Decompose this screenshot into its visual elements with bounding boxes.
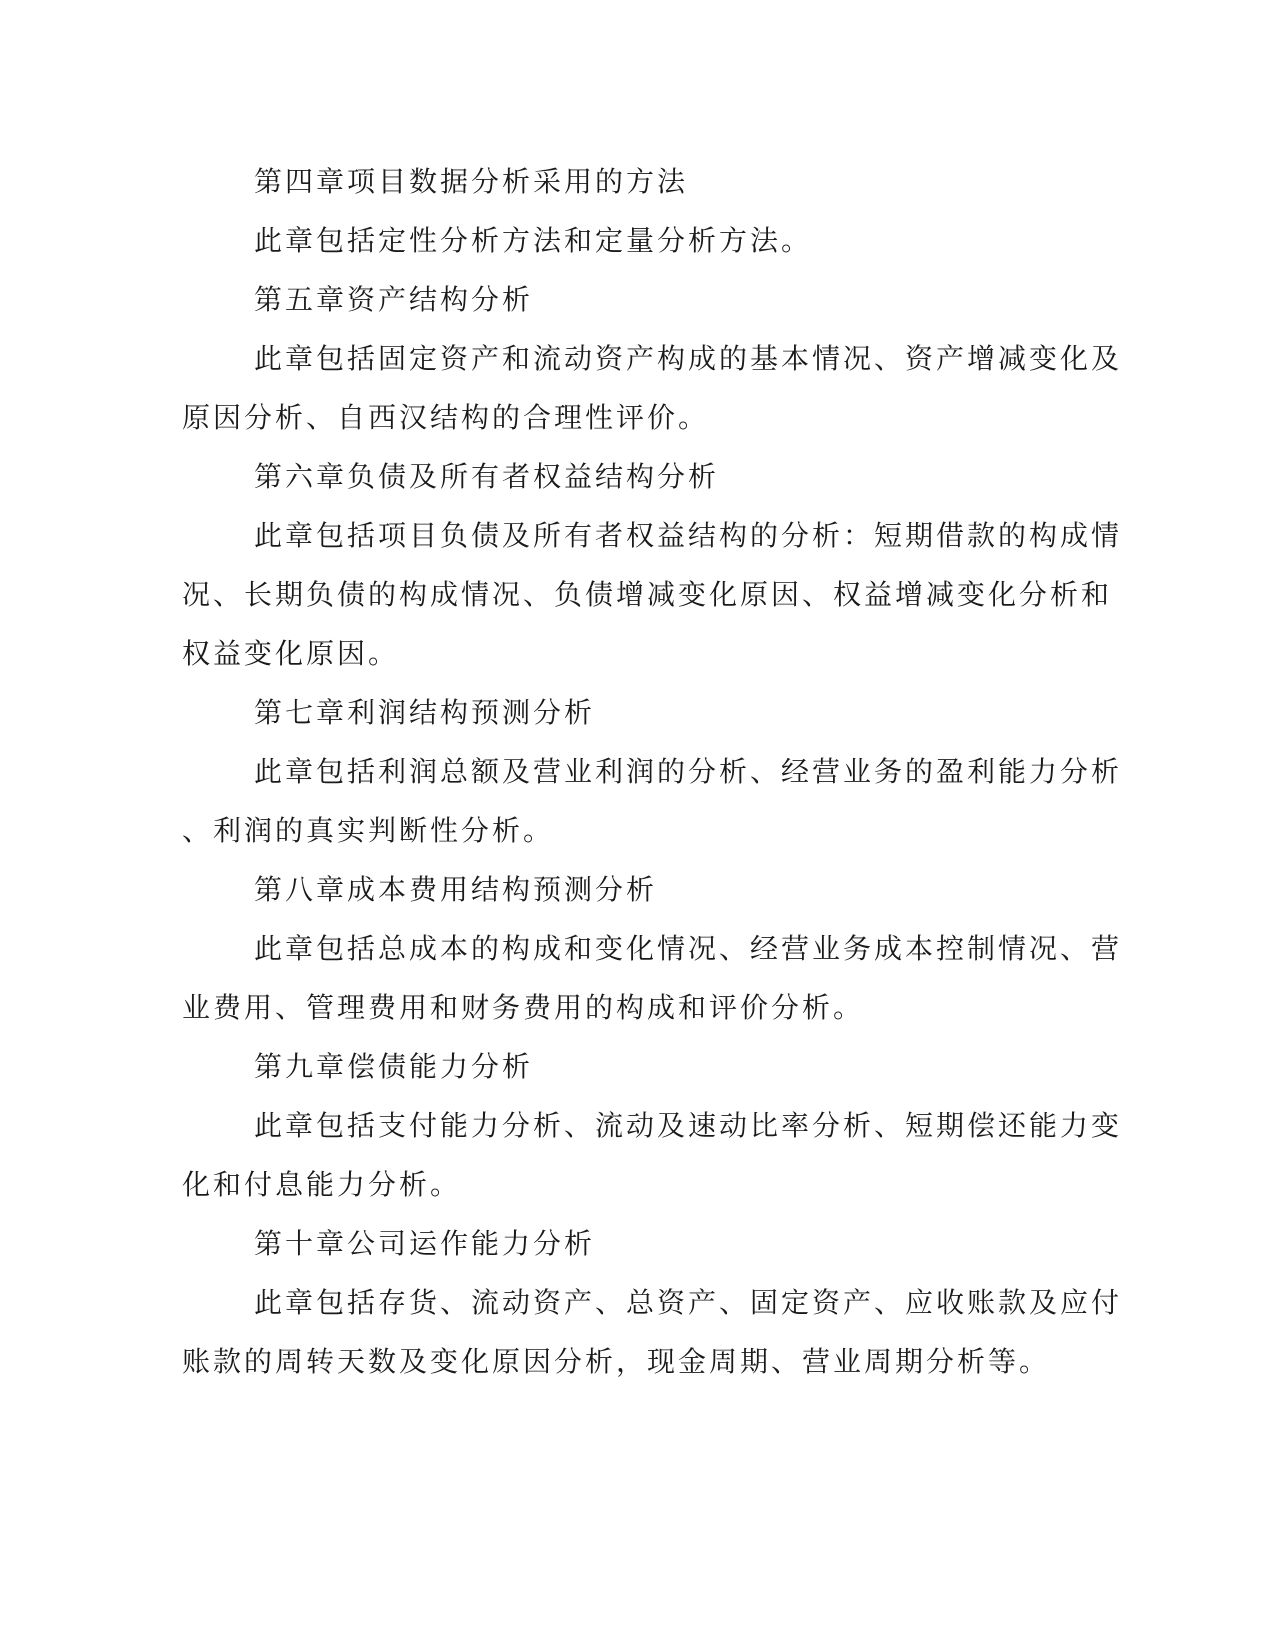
chapter-8-text-line-1: 此章包括总成本的构成和变化情况、经营业务成本控制情况、营 — [254, 932, 1123, 965]
chapter-5-text-line-1: 此章包括固定资产和流动资产构成的基本情况、资产增减变化及 — [254, 342, 1123, 375]
chapter-8-text-line-2: 业费用、管理费用和财务费用的构成和评价分析。 — [182, 991, 865, 1024]
chapter-7-text-line-1: 此章包括利润总额及营业利润的分析、经营业务的盈利能力分析 — [254, 755, 1123, 788]
chapter-9-heading: 第九章偿债能力分析 — [254, 1050, 534, 1083]
chapter-6-heading: 第六章负债及所有者权益结构分析 — [254, 460, 720, 493]
chapter-6-text-line-1: 此章包括项目负债及所有者权益结构的分析：短期借款的构成情 — [254, 519, 1123, 552]
chapter-5-text-line-2: 原因分析、自西汉结构的合理性评价。 — [182, 401, 710, 434]
chapter-4-heading: 第四章项目数据分析采用的方法 — [254, 165, 689, 198]
chapter-9-text-line-2: 化和付息能力分析。 — [182, 1168, 462, 1201]
chapter-10-text-line-1: 此章包括存货、流动资产、总资产、固定资产、应收账款及应付 — [254, 1286, 1123, 1319]
chapter-9-text-line-1: 此章包括支付能力分析、流动及速动比率分析、短期偿还能力变 — [254, 1109, 1123, 1142]
chapter-6-text-line-3: 权益变化原因。 — [182, 637, 400, 670]
chapter-4-text: 此章包括定性分析方法和定量分析方法。 — [254, 224, 813, 257]
chapter-7-text-line-2: 、利润的真实判断性分析。 — [182, 814, 555, 847]
document-body — [182, 152, 1123, 1391]
chapter-6-text-line-2: 况、长期负债的构成情况、负债增减变化原因、权益增减变化分析和 — [182, 578, 1113, 611]
chapter-10-heading: 第十章公司运作能力分析 — [254, 1227, 596, 1260]
chapter-8-heading: 第八章成本费用结构预测分析 — [254, 873, 658, 906]
chapter-5-heading: 第五章资产结构分析 — [254, 283, 534, 316]
chapter-10-text-line-2: 账款的周转天数及变化原因分析，现金周期、营业周期分析等。 — [182, 1345, 1051, 1378]
chapter-7-heading: 第七章利润结构预测分析 — [254, 696, 596, 729]
